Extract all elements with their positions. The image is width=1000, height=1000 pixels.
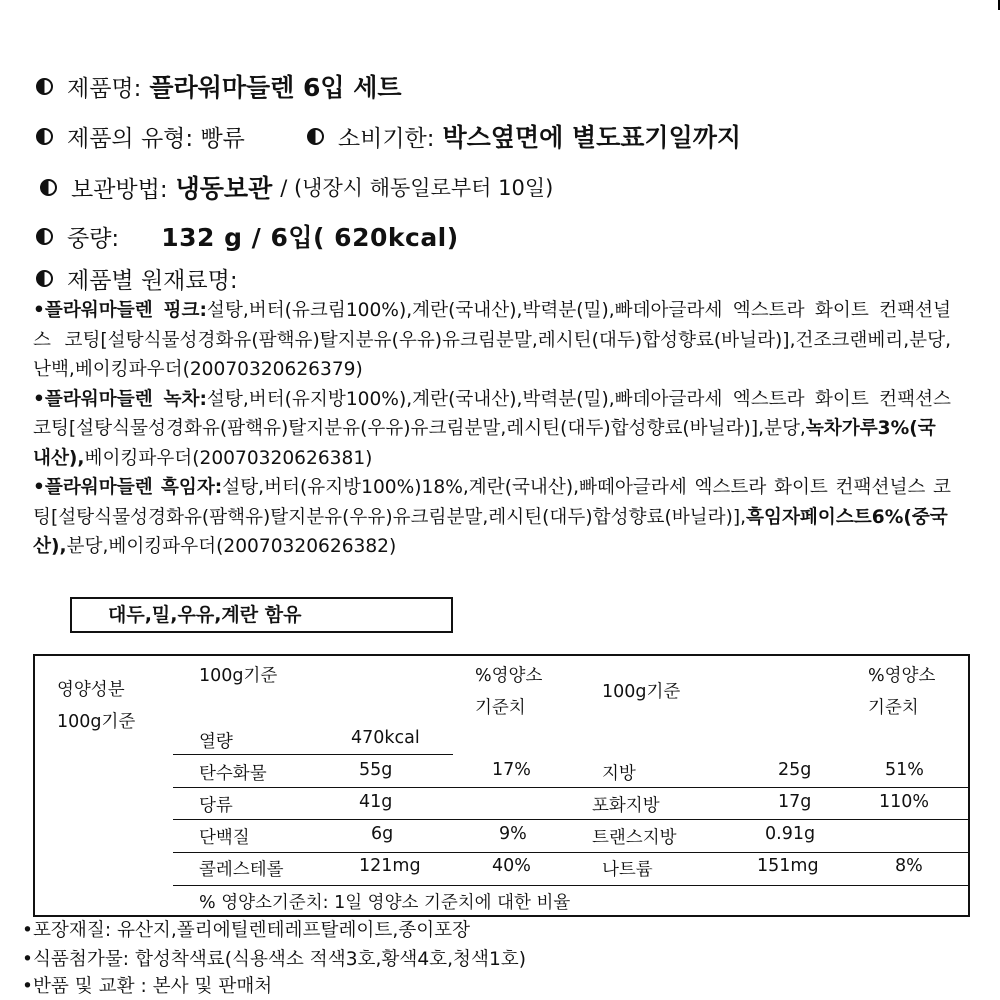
ingredients-block [33, 296, 951, 562]
ingredients-heading: 제품별 원재료명: [67, 268, 238, 294]
storage-label: 보관방법: [71, 176, 168, 203]
row-divider [173, 787, 970, 788]
row-divider [173, 819, 970, 820]
header-dv-right-2: 기준치 [868, 698, 919, 718]
storage-line [40, 169, 553, 205]
nutrient-name: 당류 [199, 796, 233, 816]
nutrient-dv: 110% [879, 792, 930, 812]
nutrient-name: 포화지방 [592, 796, 660, 816]
nutrient-amount: 121mg [359, 856, 421, 876]
half-circle-icon [36, 228, 53, 245]
nutrition-subtitle: 100g기준 [57, 712, 136, 732]
ingredient-highlight: 흑임자페이스트6%(중국산), [33, 506, 948, 557]
half-circle-icon [36, 128, 53, 145]
ingredient-blacksesame [33, 473, 951, 562]
product-name-value: 플라워마들렌 6입 세트 [149, 73, 402, 102]
nutrient-dv: 8% [895, 856, 923, 876]
ingredient-text: 설탕,버터(유지방100%)18%,계란(국내산),빠떼아글라세 엑스트라 화이트 컨팩션널스 코팅[설탕식물성경화유(팜핵유)탈지분유(우유)유크림분말,레시틴(대두)합성향료(바닐라)], [33, 477, 952, 528]
half-circle-icon [36, 78, 53, 95]
nutrient-amount: 41g [359, 792, 393, 812]
half-circle-icon [307, 128, 324, 145]
expiry-value: 박스옆면에 별도표기일까지 [442, 123, 742, 152]
nutrient-name: 열량 [199, 732, 233, 752]
ingredient-greentea [33, 385, 951, 474]
weight-line [36, 218, 459, 254]
nutrient-name: 지방 [602, 764, 636, 784]
ingredient-highlight: 녹차가루3%(국내산), [33, 418, 936, 469]
ingredient-pink [33, 296, 951, 385]
header-basis-left: 100g기준 [199, 666, 278, 686]
nutrient-dv: 40% [492, 856, 531, 876]
ingredient-text: 베이킹파우더(20070320626381) [84, 447, 373, 469]
half-circle-icon [36, 270, 53, 287]
packaging-info: •포장재질: 유산지,폴리에틸렌테레프탈레이트,종이포장 [22, 920, 471, 941]
nutrient-name: 트랜스지방 [592, 828, 677, 848]
additives-info: •식품첨가물: 합성착색료(식용색소 적색3호,황색4호,청색1호) [22, 949, 526, 970]
nutrient-name: 나트륨 [602, 860, 653, 880]
nutrient-dv: 17% [492, 760, 531, 780]
nutrient-name: 콜레스테롤 [199, 860, 284, 880]
header-dv-right: %영양소 [868, 666, 936, 686]
storage-value: 냉동보관 [175, 174, 273, 203]
ingredient-text: 분당,베이킹파우더(20070320626382) [66, 536, 397, 557]
product-name-label: 제품명: [67, 75, 142, 102]
allergen-box: 대두,밀,우유,계란 함유 [70, 597, 453, 633]
header-dv-left-2: 기준치 [475, 698, 526, 718]
nutrient-dv: 51% [885, 760, 924, 780]
nutrient-amount: 55g [359, 760, 393, 780]
header-basis-right: 100g기준 [602, 682, 681, 702]
row-divider [173, 885, 970, 886]
ingredient-name: •플라워마들렌 녹차: [33, 388, 207, 410]
product-type-line [36, 118, 741, 154]
nutrient-amount: 17g [778, 792, 812, 812]
half-circle-icon [40, 179, 57, 196]
weight-label: 중량: [67, 225, 120, 252]
nutrient-amount: 151mg [757, 856, 819, 876]
nutrient-amount: 0.91g [765, 824, 816, 844]
nutrient-amount: 470kcal [351, 728, 420, 748]
expiry-group [307, 118, 741, 154]
ingredient-text: 설탕,버터(유지방100%),계란(국내산),박력분(밀),빠데아글라세 엑스트라 화이트 컨팩션스 코팅[설탕식물성경화유(팜핵유)탈지분유(우유)유크림분말,레시틴(대두)합성향료(바닐라)],분당, [33, 388, 951, 439]
nutrition-footnote: % 영양소기준치: 1일 영양소 기준치에 대한 비율 [199, 893, 571, 913]
nutrient-name: 단백질 [199, 828, 250, 848]
expiry-label: 소비기한: [337, 125, 435, 152]
nutrient-amount: 6g [371, 824, 394, 844]
ingredient-name: •플라워마들렌 흑임자: [33, 477, 223, 498]
returns-info: •반품 및 교환 : 본사 및 판매처 [22, 976, 273, 997]
row-divider [173, 754, 453, 755]
weight-value: 132 g / 6입( 620kcal) [161, 223, 459, 252]
ingredients-heading-line [36, 262, 238, 295]
header-dv-left: %영양소 [475, 666, 543, 686]
product-name-line [36, 68, 402, 104]
nutrient-amount: 25g [778, 760, 812, 780]
storage-note: / (냉장시 해동일로부터 10일) [280, 176, 554, 200]
row-divider [173, 852, 970, 853]
product-type-label: 제품의 유형: 빵류 [67, 125, 245, 152]
nutrition-table [33, 654, 970, 917]
nutrient-name: 탄수화물 [199, 764, 267, 784]
ingredient-name: •플라워마들렌 핑크: [33, 300, 207, 321]
nutrition-title: 영양성분 [57, 680, 125, 700]
nutrient-dv: 9% [499, 824, 527, 844]
ingredient-text: 설탕,버터(유크림100%),계란(국내산),박력분(밀),빠데아글라세 엑스트라 화이트 컨팩션널스 코팅[설탕식물성경화유(팜핵유)탈지분유(우유)유크림분말,레시틴(대두)합성향료(바닐라)],건조크랜베리,분당,난백,베이킹파우더(20070320626379) [33, 300, 951, 380]
